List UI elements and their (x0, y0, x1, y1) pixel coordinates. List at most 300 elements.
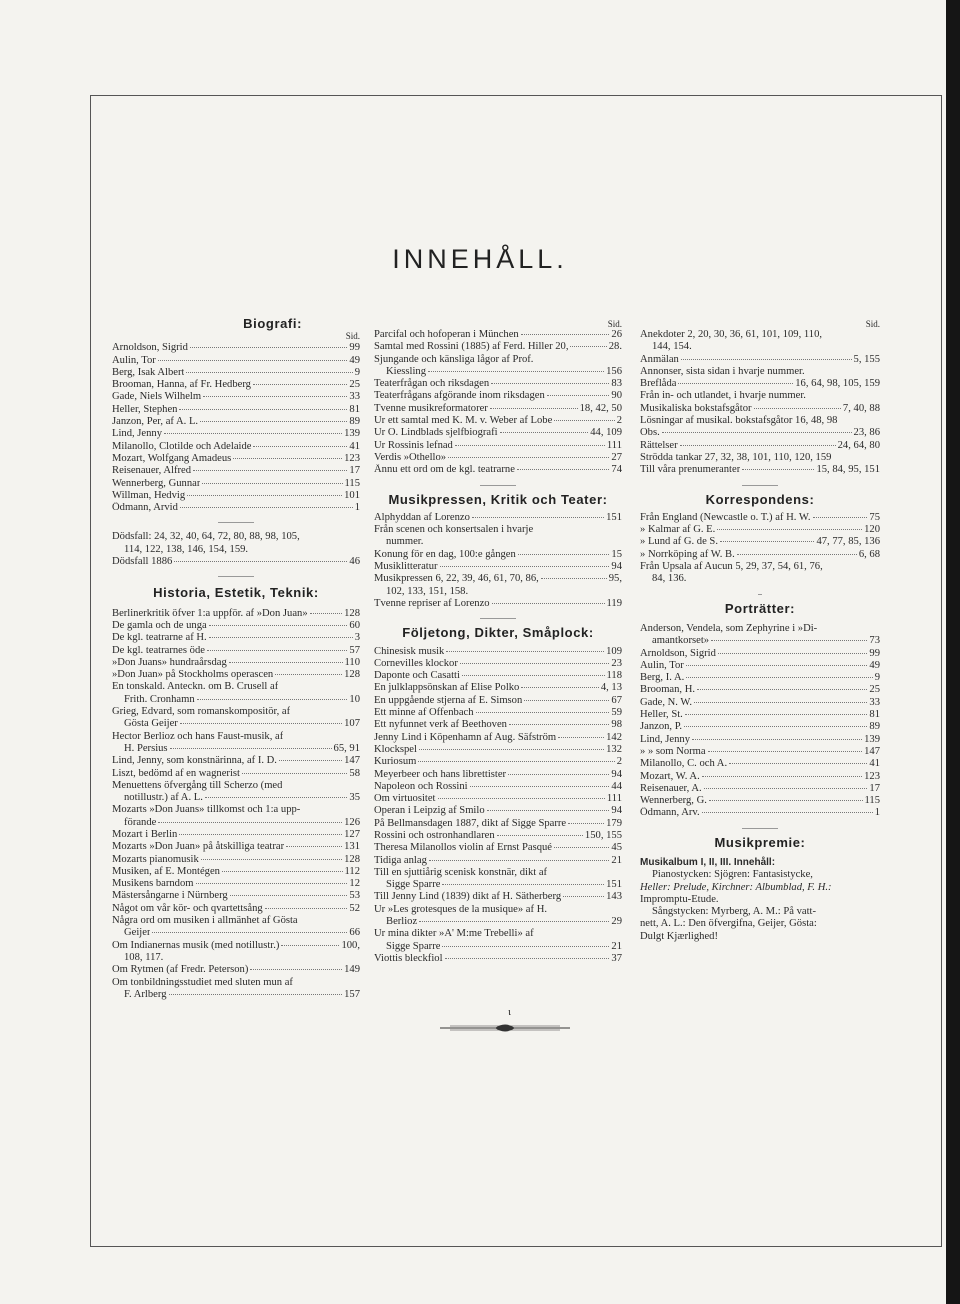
separator (742, 828, 778, 829)
entry-page: 75 (869, 511, 880, 523)
toc-entry (112, 903, 360, 915)
toc-entry (374, 682, 622, 694)
entry-title: Berlioz (386, 916, 418, 928)
toc-entry (112, 632, 360, 644)
entry-page: 1 (874, 807, 880, 819)
dot-leader (662, 432, 852, 433)
entry-title: Arnoldson, Sigrid (640, 647, 716, 659)
entry-page: 101 (344, 489, 360, 501)
dot-leader (179, 409, 347, 410)
separator (742, 485, 778, 486)
entry-page: 156 (606, 365, 622, 377)
dot-leader (201, 859, 342, 860)
entry-title: Janzon, Per, af A. L. (112, 416, 199, 428)
entry-title: Anmälan (640, 353, 679, 365)
entry-title: Operan i Leipzig af Smilo (374, 805, 485, 817)
entry-page: 59 (611, 707, 622, 719)
toc-entry (112, 841, 360, 853)
toc-entry (112, 379, 360, 391)
entry-page: 12 (349, 878, 360, 890)
toc-entry (112, 645, 360, 657)
dodsfall-1886: Dödsfall 1886 46 (112, 556, 360, 568)
entry-title: Meyerbeer och hans librettister (374, 768, 507, 780)
toc-entry (374, 403, 622, 415)
entry-title: Kuriosum (374, 756, 417, 768)
toc-entry (374, 573, 622, 585)
entry-title: F. Arlberg (124, 988, 167, 1000)
dot-leader (253, 384, 347, 385)
toc-entry (374, 855, 622, 867)
toc-entry (640, 464, 880, 476)
toc-entry (112, 465, 360, 477)
historia-list (112, 608, 360, 1002)
toc-entry (374, 341, 622, 353)
musikpremie-line: Impromptu-Etude. (640, 893, 719, 905)
dot-leader (742, 469, 814, 470)
toc-entry (640, 795, 880, 807)
toc-entry (640, 341, 880, 353)
entry-title: Mozart i Berlin (112, 828, 178, 840)
toc-entry (112, 854, 360, 866)
entry-page: 150, 155 (584, 829, 622, 841)
entry-title: Geijer (124, 927, 151, 939)
toc-entry (112, 977, 360, 989)
entry-title: Liszt, bedömd af en wagnerist (112, 767, 240, 779)
entry-page: 65, 91 (333, 742, 360, 754)
dot-leader (462, 675, 605, 676)
entry-page: 27 (611, 451, 622, 463)
dot-leader (164, 433, 342, 434)
toc-entry (112, 490, 360, 502)
entry-page: 15 (611, 548, 622, 560)
entry-title: Mozart, Wolfgang Amadeus (112, 452, 232, 464)
toc-entry (112, 355, 360, 367)
entry-title: Gade, Niels Wilhelm (112, 391, 202, 403)
toc-entry (640, 403, 880, 415)
toc-entry (640, 697, 880, 709)
biografi-list (112, 342, 360, 514)
entry-page: 5, 155 (853, 353, 880, 365)
toc-entry (640, 635, 880, 647)
toc-entry (640, 807, 880, 819)
separator (218, 576, 254, 577)
entry-page: 45 (611, 842, 622, 854)
toc-entry (112, 706, 360, 718)
toc-entry (640, 390, 880, 402)
dot-leader (754, 408, 841, 409)
entry-title: Gösta Geijer (124, 718, 178, 730)
section-heading-korrespondens: Korrespondens: (705, 491, 815, 507)
musikpremie-line: Dulgt Kjærlighed! (640, 930, 718, 942)
entry-page: 95, (608, 573, 622, 585)
dot-leader (547, 395, 610, 396)
toc-entry (640, 378, 880, 390)
dot-leader (205, 797, 348, 798)
toc-entry (112, 681, 360, 693)
dot-leader (563, 896, 604, 897)
dot-leader (524, 700, 609, 701)
dot-leader (704, 788, 868, 789)
entry-page: 37 (611, 952, 622, 964)
entry-page: 118 (606, 670, 622, 682)
dot-leader (207, 650, 347, 651)
dot-leader (678, 383, 793, 384)
entry-title: Jenny Lind i Köpenhamn af Aug. Säfström (374, 731, 557, 743)
toc-entry (640, 573, 880, 585)
dot-leader (190, 347, 347, 348)
dot-leader (497, 835, 583, 836)
entry-title: Viottis bleckfiol (374, 952, 443, 964)
musikpremie-line: Musikalbum I, II, III. Innehåll: (640, 856, 776, 868)
entry-page: 81 (869, 709, 880, 721)
entry-title: Från Upsala af Aucun 5, 29, 37, 54, 61, 76, (640, 561, 823, 573)
toc-entry (374, 512, 622, 524)
entry-page: 4, 13 (600, 682, 622, 694)
dot-leader (509, 724, 609, 725)
entry-page: 16, 64, 98, 105, 159 (795, 378, 880, 390)
toc-entry (640, 623, 880, 635)
toc-entry (374, 464, 622, 476)
section-heading-musikpremie: Musikpremie: (714, 834, 806, 850)
entry-title: Musiklitteratur (374, 561, 438, 573)
toc-entry (112, 731, 360, 743)
toc-entry (112, 866, 360, 878)
entry-page: 3 (354, 632, 360, 644)
entry-title: Klockspel (374, 743, 417, 755)
entry-title: Brooman, H. (640, 684, 696, 696)
dot-leader (570, 346, 606, 347)
dot-leader (419, 921, 609, 922)
entry-title: Ur »Les grotesques de la musique» af H. (374, 903, 547, 915)
entry-page: 89 (869, 721, 880, 733)
entry-page: 142 (606, 731, 622, 743)
entry-title: Heller, St. (640, 709, 683, 721)
toc-entry (112, 890, 360, 902)
dot-leader (729, 763, 867, 764)
toc-entry (374, 719, 622, 731)
toc-entry (640, 366, 880, 378)
entry-title: 102, 133, 151, 158. (386, 585, 469, 597)
toc-entry (112, 608, 360, 620)
entry-page: 94 (611, 805, 622, 817)
portratter-list (640, 623, 880, 820)
entry-title: De kgl. teatrarne af H. (112, 632, 207, 644)
dot-leader (508, 774, 609, 775)
entry-title: Från scenen och konsertsalen i hvarje (374, 524, 534, 536)
dot-leader (708, 751, 862, 752)
dot-leader (558, 737, 604, 738)
dot-leader (460, 663, 610, 664)
toc-entry (374, 805, 622, 817)
toc-entry (374, 744, 622, 756)
dot-leader (158, 360, 348, 361)
entry-title: Kiessling (386, 365, 427, 377)
toc-entry (640, 709, 880, 721)
entry-title: Ur O. Lindblads sjelfbiografi (374, 427, 498, 439)
toc-entry (374, 928, 622, 940)
entry-title: Något om vår kör- och qvartettsång (112, 902, 263, 914)
entry-page: 21 (611, 940, 622, 952)
dot-leader (265, 908, 348, 909)
toc-entry (640, 672, 880, 684)
entry-page: 23 (611, 657, 622, 669)
toc-entry (374, 830, 622, 842)
entry-page: 2 (616, 756, 622, 768)
musikpremie-line: Heller: Prelude, Kirchner: Albumblad, F. H.: (640, 881, 832, 893)
toc-entry (112, 940, 360, 952)
dot-leader (229, 662, 343, 663)
dot-leader (718, 653, 867, 654)
entry-page: 66 (349, 927, 360, 939)
entry-page: 147 (864, 745, 880, 757)
entry-title: Milanollo, C. och A. (640, 758, 728, 770)
entry-title: Lösningar af musikal. bokstafsgåtor 16, 48, 98 (640, 415, 838, 427)
toc-entry (374, 440, 622, 452)
dot-leader (442, 884, 604, 885)
musikpressen-list (374, 512, 622, 610)
toc-entry (374, 329, 622, 341)
dot-leader (250, 969, 342, 970)
toc-entry (640, 354, 880, 366)
dot-leader (281, 945, 339, 946)
toc-entry (112, 755, 360, 767)
entry-page: 57 (349, 644, 360, 656)
toc-entry (640, 660, 880, 672)
entry-page: 9 (354, 366, 360, 378)
toc-entry (374, 452, 622, 464)
entry-page: 67 (611, 694, 622, 706)
dot-leader (711, 640, 867, 641)
dot-leader (476, 712, 610, 713)
musikpremie-text (640, 857, 880, 943)
dot-leader (472, 517, 604, 518)
entry-page: 47, 77, 85, 136 (816, 536, 880, 548)
entry-page: 143 (606, 891, 622, 903)
toc-entry (374, 891, 622, 903)
dot-leader (554, 420, 614, 421)
dot-leader (487, 810, 610, 811)
entry-page: 128 (344, 853, 360, 865)
toc-entry (112, 804, 360, 816)
entry-title: Till våra prenumeranter (640, 464, 741, 476)
toc-entry (374, 670, 622, 682)
entry-page: 157 (344, 988, 360, 1000)
separator (218, 522, 254, 523)
toc-entry (112, 367, 360, 379)
entry-page: 58 (349, 767, 360, 779)
entry-title: Napoleon och Rossini (374, 780, 468, 792)
entry-title: Mozarts »Don Juans» tillkomst och 1:a upp- (112, 804, 301, 816)
entry-title: Parcifal och hofoperan i München (374, 329, 519, 340)
entry-title: »Don Juan» på Stockholms operascen (112, 669, 274, 681)
toc-entry (374, 646, 622, 658)
dot-leader (568, 823, 604, 824)
toc-entry (374, 598, 622, 610)
entry-page: 131 (344, 841, 360, 853)
entry-title: notillustr.) af A. L. (124, 792, 203, 804)
entry-title: Willman, Hedvig (112, 489, 186, 501)
dot-leader (492, 603, 605, 604)
toc-entry (112, 829, 360, 841)
entry-page: 107 (344, 718, 360, 730)
musikpremie-line: Pianostycken: Sjögren: Fantasistycke, (652, 869, 813, 881)
entry-page: 99 (349, 342, 360, 354)
entry-title: Anderson, Vendela, som Zephyrine i »Di- (640, 622, 818, 634)
entry-page: 7, 40, 88 (842, 402, 880, 414)
entry-title: Brooman, Hanna, af Fr. Hedberg (112, 379, 251, 391)
toc-entry (112, 964, 360, 976)
entry-title: Aulin, Tor (640, 659, 684, 671)
entry-page: 33 (869, 696, 880, 708)
column-left (112, 318, 360, 1001)
dodsfall-line: Dödsfall: 24, 32, 40, 64, 72, 80, 88, 98, 105, (112, 531, 300, 543)
toc-entry (112, 404, 360, 416)
entry-title: 108, 117. (124, 951, 164, 963)
entry-page: 18, 42, 50 (579, 402, 622, 414)
separator (480, 485, 516, 486)
entry-title: Wennerberg, Gunnar (112, 477, 201, 489)
entry-title: 144, 154. (652, 341, 692, 353)
dot-leader (446, 651, 604, 652)
dot-leader (470, 786, 610, 787)
entry-page: 35 (349, 792, 360, 804)
entry-title: Tidiga anlag (374, 854, 427, 866)
entry-page: 28. (608, 341, 622, 353)
entry-title: Lind, Jenny, som konstnärinna, af I. D. (112, 755, 277, 767)
entry-page: 126 (344, 816, 360, 828)
dot-leader (187, 495, 342, 496)
dot-leader (193, 470, 347, 471)
toc-entry (112, 952, 360, 964)
entry-title: Breflåda (640, 378, 677, 390)
dot-leader (222, 871, 343, 872)
dot-leader (680, 445, 836, 446)
toc-entry (112, 669, 360, 681)
toc-entry (374, 916, 622, 928)
section-heading-biografi: Biografi: (243, 316, 302, 331)
toc-entry (640, 452, 880, 464)
entry-page: 94 (611, 561, 622, 573)
dot-leader (686, 677, 872, 678)
dot-leader (209, 625, 348, 626)
entry-page: 9 (874, 672, 880, 684)
dot-leader (491, 383, 609, 384)
entry-page: 26 (611, 329, 622, 340)
entry-page: 100, (341, 939, 360, 951)
dot-leader (233, 458, 342, 459)
ornament-divider (440, 1021, 570, 1035)
toc-entry (640, 536, 880, 548)
entry-page: 139 (864, 733, 880, 745)
dot-leader (196, 883, 348, 884)
toc-entry (112, 428, 360, 440)
entry-page: 83 (611, 378, 622, 390)
dot-leader (521, 334, 610, 335)
entry-title: » Norrköping af W. B. (640, 548, 735, 560)
separator (480, 618, 516, 619)
toc-entry (112, 694, 360, 706)
entry-title: På Bellmansdagen 1887, dikt af Sigge Sparre (374, 817, 567, 829)
dot-leader (438, 798, 605, 799)
dot-leader (419, 749, 604, 750)
entry-page: 52 (349, 902, 360, 914)
entry-page: 17 (869, 782, 880, 794)
entry-title: Konung för en dag, 100:e gången (374, 548, 516, 560)
entry-title: Berg, I. A. (640, 672, 685, 684)
entry-title: Lind, Jenny (112, 428, 163, 440)
dot-leader (737, 554, 857, 555)
middle-top-list (374, 329, 622, 477)
dot-leader (702, 812, 873, 813)
entry-page: 10 (349, 693, 360, 705)
entry-title: Från England (Newcastle o. T.) af H. W. (640, 511, 811, 523)
entry-page: 120 (864, 524, 880, 536)
dot-leader (692, 739, 862, 740)
musikpremie-line: nett, A. L.: Den öfvergifna, Geijer, Gösta: (640, 918, 817, 930)
dot-leader (209, 637, 353, 638)
entry-title: nummer. (386, 536, 424, 548)
toc-entry (112, 453, 360, 465)
entry-title: Sjungande och känsliga lågor af Prof. (374, 353, 534, 365)
sid-label: Sid. (345, 331, 360, 342)
dot-leader (179, 834, 342, 835)
toc-entry (374, 695, 622, 707)
entry-title: Theresa Milanollos violin af Ernst Pasqué (374, 842, 552, 854)
entry-title: Sigge Sparre (386, 879, 441, 891)
toc-entry (640, 561, 880, 573)
toc-entry (112, 878, 360, 890)
entry-page: 17 (349, 465, 360, 477)
entry-title: Cornevilles klockor (374, 657, 458, 669)
entry-page: 49 (349, 354, 360, 366)
toc-entry (374, 941, 622, 953)
toc-entry (374, 658, 622, 670)
toc-entry (374, 561, 622, 573)
dot-leader (203, 396, 347, 397)
entry-title: Mozarts pianomusik (112, 853, 199, 865)
entry-title: Daponte och Casatti (374, 670, 460, 682)
toc-entry (112, 441, 360, 453)
dot-leader (702, 776, 862, 777)
toc-entry (374, 366, 622, 378)
dot-leader (720, 541, 814, 542)
dot-leader (230, 895, 348, 896)
toc-entry (640, 734, 880, 746)
entry-page: 115 (864, 795, 880, 807)
toc-entry (640, 758, 880, 770)
entry-title: Till en sjuttiårig scenisk konstnär, dikt af (374, 866, 548, 878)
entry-title: Mästersångarne i Nürnberg (112, 890, 228, 902)
dodsfall-line-cont: 114, 122, 138, 146, 154, 159. (124, 543, 249, 555)
entry-title: Berlinerkritik öfver 1:a uppför. af »Don Juan» (112, 607, 308, 619)
toc-entry (640, 783, 880, 795)
toc-entry (374, 879, 622, 891)
entry-title: Strödda tankar 27, 32, 38, 101, 110, 120, 159 (640, 451, 832, 463)
entry-page: 15, 84, 95, 151 (816, 464, 880, 476)
entry-title: Ännu ett ord om de kgl. teatrarne (374, 464, 515, 476)
right-top-list (640, 329, 880, 477)
entry-page: 24, 64, 80 (837, 439, 880, 451)
column-right (640, 318, 880, 943)
entry-page: 127 (344, 828, 360, 840)
toc-entry (112, 743, 360, 755)
entry-page: 111 (606, 439, 622, 451)
dot-leader (197, 699, 348, 700)
entry-title: Mozarts »Don Juan» på åtskilliga teatrar (112, 841, 285, 853)
column-middle (374, 318, 622, 965)
entry-title: Ödmann, Arv. (640, 807, 700, 819)
section-heading-musikpressen: Musikpressen, Kritik och Teater: (388, 491, 608, 507)
